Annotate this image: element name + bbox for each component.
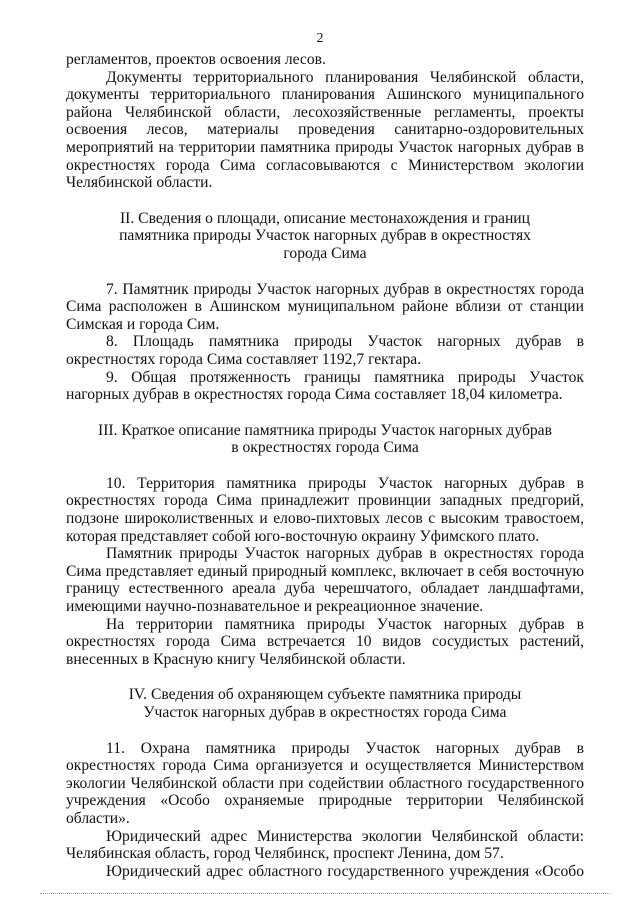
- documents-paragraph: Документы территориального планирования Челябинской области, документы территориального планирования Ашинского муниципального района Челябинской области, лесохозяйственные регламенты, проекты освоения лесов, материалы проведения санитарно-оздоровительных мероприятий на территории памятника природы Участок нагорных дубрав в окрестностях города Сима согласовываются с Министерством экологии Челябинской области.: [66, 68, 584, 192]
- paragraph-7: 7. Памятник природы Участок нагорных дубрав в окрестностях города Сима расположен в Ашинском муниципальном районе вблизи от станции Симская и города Сим.: [66, 280, 584, 333]
- section-3-heading: III. Краткое описание памятника природы Участок нагорных дубрав в окрестностях города Сима: [98, 421, 552, 457]
- paragraph-8: 8. Площадь памятника природы Участок нагорных дубрав в окрестностях города Сима составляет 1192,7 гектара.: [66, 333, 584, 368]
- document-body: [66, 51, 584, 880]
- page-number: 2: [316, 31, 324, 46]
- section-4-heading: IV. Сведения об охраняющем субъекте памятника природы Участок нагорных дубрав в окрестностях города Сима: [128, 686, 522, 721]
- paragraph-10-complex: Памятник природы Участок нагорных дубрав в окрестностях города Сима представляет единый природный комплекс, включает в себя восточную границу естественного ареала дуба черешчатого, обладает ландшафтами, имеющими научно-познавательное и рекреационное значение.: [66, 545, 584, 616]
- paragraph-11-ministry-address: Юридический адрес Министерства экологии Челябинской области: Челябинская область, город Челябинск, проспект Ленина, дом 57.: [66, 827, 584, 863]
- section-2-heading: II. Сведения о площади, описание местонахождения и границ памятника природы Участок нагорных дубрав в окрестностях города Сима: [119, 209, 531, 262]
- continuation-paragraph: регламентов, проектов освоения лесов.: [66, 51, 326, 68]
- paragraph-10-red-book: На территории памятника природы Участок нагорных дубрав в окрестностях города Сима встречается 10 видов сосудистых растений, внесенных в Красную книгу Челябинской области.: [66, 615, 584, 668]
- paragraph-11: 11. Охрана памятника природы Участок нагорных дубрав в окрестностях города Сима организуется и осуществляется Министерством экологии Челябинской области при содействии областного государственного учреждения «Особо охраняемые природные территории Челябинской области».: [66, 739, 584, 827]
- paragraph-10: 10. Территория памятника природы Участок нагорных дубрав в окрестностях города Сима принадлежит провинции западных предгорий, подзоне широколиственных и елово-пихтовых лесов с высоким травостоем, которая представляет собой юго-восточную окраину Уфимского плато.: [66, 474, 584, 545]
- paragraph-11-institution-address: Юридический адрес областного государственного учреждения «Особо: [106, 862, 584, 880]
- scan-footer-rule: [40, 893, 610, 894]
- paragraph-9: 9. Общая протяженность границы памятника природы Участок нагорных дубрав в окрестностях города Сима составляет 18,04 километра.: [66, 368, 584, 404]
